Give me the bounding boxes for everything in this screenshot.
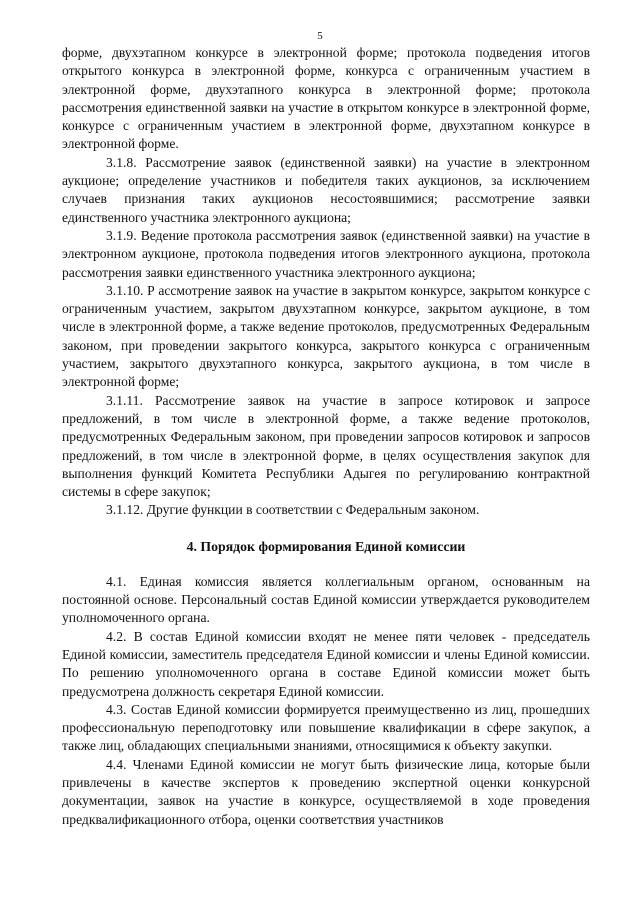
paragraph-continuation: форме, двухэтапном конкурсе в электронной форме; протокола подведения итогов открытого конкурса в электронной форме, конкурса с ограниченным участием в электронной форме, двухэтапного конкурса в электронной форме; протокола рассмотрения единственной заявки на участие в открытом конкурсе в электронной форме, конкурсе с ограниченным участием в электронной форме, двухэтапном конкурсе в электронной форме.	[62, 45, 590, 152]
paragraph-3-1-11: 3.1.11. Рассмотрение заявок на участие в запросе котировок и запросе предложений, в том числе в электронной форме, а также ведение протоколов, предусмотренных Федеральным законом, при проведении запросов котировок и запросов предложений, в том числе в электронной форме, в целях осуществления закупок для выполнения функций Комитета Республики Адыгея по регулированию контрактной системы в сфере закупок;	[62, 392, 590, 500]
paragraph-4-2: 4.2. В состав Единой комиссии входят не менее пяти человек - председатель Единой комиссии, заместитель председателя Единой комиссии и члены Единой комиссии. По решению уполномоченного органа в составе Единой комиссии может быть предусмотрена должность секретаря Единой комиссии.	[62, 628, 590, 699]
paragraph-3-1-8: 3.1.8. Рассмотрение заявок (единственной заявки) на участие в электронном аукционе; определение участников и победителя таких аукционов, за исключением случаев признания таких аукционов несостоявшимися; рассмотрение заявки единственного участника электронного аукциона;	[62, 154, 590, 225]
paragraph-4-1: 4.1. Единая комиссия является коллегиальным органом, основанным на постоянной основе. Персональный состав Единой комиссии утверждается руководителем уполномоченного органа.	[62, 573, 590, 626]
page-number: 5	[317, 30, 323, 42]
paragraph-4-4: 4.4. Членами Единой комиссии не могут быть физические лица, которые были привлечены в качестве экспертов к проведению экспертной оценки конкурсной документации, заявок на участие в конкурсе, осуществляемой в ходе проведения предквалификационного отбора, оценки соответствия участников	[62, 756, 590, 827]
paragraph-4-3: 4.3. Состав Единой комиссии формируется преимущественно из лиц, прошедших профессиональную переподготовку или повышение квалификации в сфере закупок, а также лиц, обладающих специальными знаниями, относящимися к объекту закупки.	[62, 701, 590, 754]
paragraph-3-1-9: 3.1.9. Ведение протокола рассмотрения заявок (единственной заявки) на участие в электронном аукционе, протокола подведения итогов электронного аукциона, протокола рассмотрения заявки единственного участника электронного аукциона;	[62, 227, 590, 280]
paragraph-3-1-12: 3.1.12. Другие функции в соответствии с Федеральным законом.	[106, 502, 480, 518]
section-heading: 4. Порядок формирования Единой комиссии	[186, 538, 466, 554]
document-body	[62, 44, 590, 829]
paragraph-3-1-10: 3.1.10. Р ассмотрение заявок на участие в закрытом конкурсе, закрытом конкурсе с ограниченным участием, закрытом двухэтапном конкурсе, закрытом аукционе, в том числе в электронной форме, а также ведение протоколов, предусмотренных Федеральным законом, при проведении закрытого конкурса, закрытого конкурса с ограниченным участием, закрытого двухэтапного конкурса, закрытого аукциона, в том числе в электронной форме;	[62, 282, 590, 390]
